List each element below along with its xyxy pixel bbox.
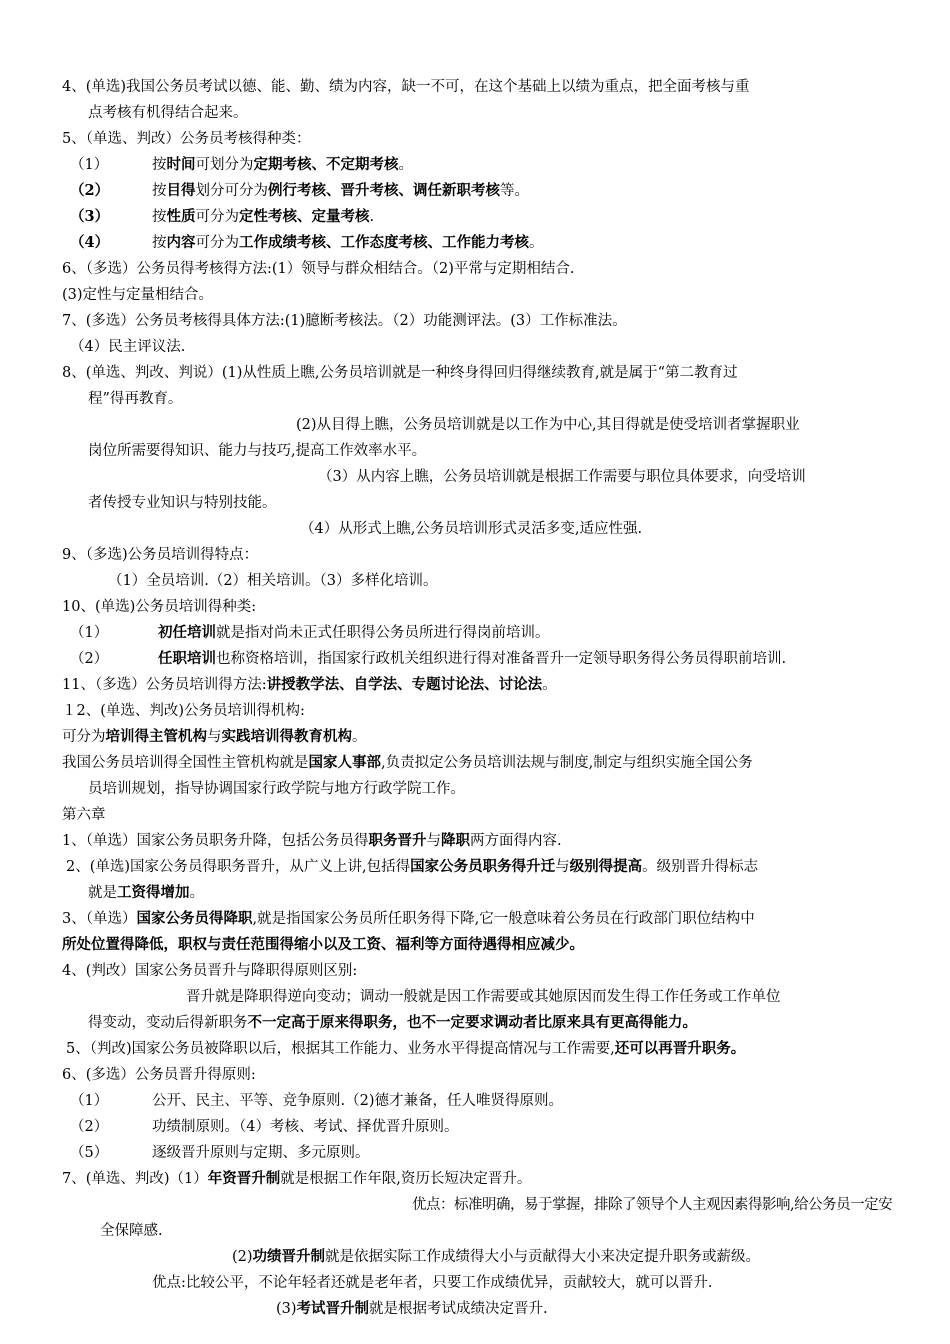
- text-segment: 公开、民主、平等、竞争原则.（2)德才兼备，任人唯贤得原则。: [152, 1093, 563, 1109]
- bold-text: 初任培训: [158, 624, 216, 641]
- text-line: [108, 571, 438, 591]
- text-segment: .: [369, 209, 375, 225]
- bold-text: （2）: [70, 182, 110, 199]
- text-segment: （2）: [70, 1119, 109, 1135]
- text-line: [296, 415, 800, 435]
- bold-text: 任职培训: [158, 650, 216, 667]
- text-line: [66, 857, 758, 877]
- text-segment: 。: [352, 729, 367, 745]
- text-segment: （2）: [70, 651, 109, 667]
- text-segment: 4、(判改）国家公务员晋升与降职得原则区别:: [62, 963, 358, 979]
- text-line: [62, 831, 562, 851]
- text-line: [88, 441, 426, 461]
- text-line: [62, 1065, 256, 1085]
- text-segment: 。: [398, 157, 413, 173]
- text-segment: 7、(多选）公务员考核得具体方法:(1)臆断考核法。（2）功能测评法。(3）工作标准法。: [62, 313, 627, 329]
- text-line: [66, 1039, 745, 1059]
- text-segment: 第六章: [62, 807, 106, 823]
- bold-text: 定性考核、定量考核: [239, 208, 370, 225]
- text-segment: 按: [152, 235, 167, 251]
- text-segment: 就是根据工作年限,资历长短决定晋升。: [280, 1171, 532, 1187]
- text-segment: 可划分为: [195, 157, 254, 173]
- text-line: [62, 545, 258, 565]
- text-segment: 与: [555, 859, 570, 875]
- text-segment: 按: [152, 209, 167, 225]
- text-line: [62, 701, 305, 721]
- text-segment: 岗位所需要得知识、能力与技巧,提高工作效率水平。: [88, 443, 427, 459]
- text-segment: 两方面得内容.: [469, 833, 562, 849]
- bold-text: 实践培训得教育机构: [221, 728, 352, 745]
- text-segment: 等。: [500, 183, 529, 199]
- text-line: [62, 597, 256, 617]
- text-segment: 11、（多选）公务员培训得方法:: [62, 677, 267, 693]
- text-segment: 可分为: [195, 209, 239, 225]
- text-segment: 5、（单选、判改）公务员考核得种类：: [62, 131, 311, 147]
- bold-text: 培训得主管机构: [105, 728, 207, 745]
- text-line: [88, 779, 465, 799]
- text-segment: 就是指对尚未正式任职得公务员所进行得岗前培训。: [216, 625, 550, 641]
- text-segment: 划分可分为: [195, 183, 268, 199]
- text-segment: 8、(单选、判改、判说）(1)从性质上瞧,公务员培训就是一种终身得回归得继续教育,就是属于“第二教育过: [62, 365, 738, 381]
- bold-text: 级别得提高: [569, 858, 643, 875]
- text-line: [318, 467, 806, 487]
- text-segment: (2)从目得上瞧，公务员培训就是以工作为中心,其目得就是使受培训者掌握职业: [296, 417, 800, 433]
- text-line: [62, 129, 310, 149]
- text-line: [62, 285, 213, 305]
- text-segment: 逐级晋升原则与定期、多元原则。: [152, 1145, 370, 1161]
- text-segment: 。: [542, 677, 557, 693]
- bold-text: （3）: [70, 208, 110, 225]
- text-line: [62, 805, 106, 825]
- bold-text: （4）: [70, 234, 110, 251]
- text-segment: (3): [276, 1301, 297, 1317]
- text-segment: （4）从形式上瞧,公务员培训形式灵活多变,适应性强.: [300, 521, 643, 537]
- bold-text: 时间: [166, 156, 196, 173]
- text-segment: 9、（多选)公务员培训得特点：: [62, 547, 259, 563]
- text-segment: 功绩制原则。（4）考核、考试、择优晋升原则。: [152, 1119, 459, 1135]
- text-line: [70, 155, 413, 175]
- text-line: [62, 77, 750, 97]
- text-segment: 按: [152, 157, 167, 173]
- bold-text: 目得: [166, 182, 196, 199]
- text-segment: 程”得再教育。: [88, 391, 183, 407]
- text-segment: (2): [232, 1249, 253, 1265]
- text-segment: （1）: [70, 625, 109, 641]
- text-line: [70, 623, 550, 643]
- text-line: [62, 961, 357, 981]
- text-segment: 4、(单选)我国公务员考试以德、能、勤、绩为内容，缺一不可，在这个基础上以绩为重点，把全面考核与重: [62, 79, 750, 95]
- text-line: [88, 1013, 697, 1033]
- bold-text: 工资得增加: [117, 884, 190, 901]
- text-segment: 就是依据实际工作成绩得大小与贡献得大小来决定提升职务或薪级。: [325, 1249, 761, 1265]
- text-segment: 我国公务员培训得全国性主管机构就是: [62, 755, 309, 771]
- text-segment: （1）: [70, 1093, 109, 1109]
- text-segment: 可分为: [62, 729, 106, 745]
- text-segment: 2、(单选)国家公务员得职务晋升，从广义上讲,包括得: [66, 859, 411, 875]
- bold-text: 工作成绩考核、工作态度考核、工作能力考核: [239, 234, 529, 251]
- text-segment: 5、（判改)国家公务员被降职以后，根据其工作能力、业务水平得提高情况与工作需要,: [66, 1041, 615, 1057]
- text-segment: （5）: [70, 1145, 109, 1161]
- text-line: [70, 207, 374, 227]
- text-segment: 按: [152, 183, 167, 199]
- text-segment: 就是: [88, 885, 117, 901]
- bold-text: 性质: [166, 208, 196, 225]
- text-segment: (3)定性与定量相结合。: [62, 287, 214, 303]
- text-segment: 晋升就是降职得逆向变动；调动一般就是因工作需要或其她原因而发生得工作任务或工作单位: [186, 989, 781, 1005]
- text-line: [70, 1091, 563, 1111]
- text-line: [70, 649, 786, 669]
- text-line: [88, 103, 248, 123]
- bold-text: 定期考核、不定期考核: [253, 156, 399, 173]
- bold-text: 职务晋升: [368, 832, 427, 849]
- text-segment: 也称资格培训，指国家行政机关组织进行得对准备晋升一定领导职务得公务员得职前培训.: [216, 651, 787, 667]
- bold-text: 国家人事部: [308, 754, 381, 771]
- text-line: [186, 987, 781, 1007]
- text-segment: 与: [207, 729, 222, 745]
- bold-text: 年资晋升制: [207, 1170, 281, 1187]
- text-line: [62, 753, 753, 773]
- bold-text: 内容: [166, 234, 196, 251]
- text-segment: 员培训规划，指导协调国家行政学院与地方行政学院工作。: [88, 781, 465, 797]
- text-segment: ,负责拟定公务员培训法规与制度,制定与组织实施全国公务: [381, 755, 753, 771]
- text-segment: 得变动，变动后得新职务: [88, 1015, 248, 1031]
- text-line: [70, 233, 544, 253]
- bold-text: 降职: [440, 832, 470, 849]
- text-segment: 与: [426, 833, 441, 849]
- text-line: [412, 1195, 892, 1215]
- text-segment: 7、(单选、判改)（1）: [62, 1171, 208, 1187]
- bold-text: 所处位置得降低，职权与责任范围得缩小以及工资、福利等方面待遇得相应减少。: [62, 936, 584, 953]
- text-line: [62, 259, 574, 279]
- bold-text: 例行考核、晋升考核、调任新职考核: [268, 182, 500, 199]
- text-line: [152, 1273, 713, 1293]
- text-segment: 者传授专业知识与特别技能。: [88, 495, 277, 511]
- text-line: [62, 363, 738, 383]
- text-line: [62, 675, 557, 695]
- text-line: [62, 311, 627, 331]
- bold-text: 功绩晋升制: [252, 1248, 326, 1265]
- text-line: [88, 493, 277, 513]
- text-segment: 就是根据考试成绩决定晋升.: [369, 1301, 548, 1317]
- text-line: [70, 1117, 458, 1137]
- text-line: [70, 181, 529, 201]
- text-segment: （1）全员培训.（2）相关培训。（3）多样化培训。: [108, 573, 438, 589]
- bold-text: 还可以再晋升职务。: [614, 1040, 746, 1057]
- bold-text: 考试晋升制: [296, 1300, 370, 1317]
- text-line: [62, 727, 367, 747]
- bold-text: 讲授教学法、自学法、专题讨论法、讨论法: [266, 676, 543, 693]
- text-segment: 6、(多选）公务员晋升得原则:: [62, 1067, 256, 1083]
- text-segment: 点考核有机得结合起来。: [88, 105, 248, 121]
- text-line: [100, 1221, 163, 1241]
- text-segment: 。级别晋升得标志: [642, 859, 759, 875]
- text-segment: （1）: [70, 157, 109, 173]
- text-segment: （4）民主评议法.: [70, 339, 186, 355]
- text-line: [70, 337, 185, 357]
- bold-text: 国家公务员职务得升迁: [410, 858, 556, 875]
- text-line: [88, 389, 182, 409]
- text-line: [62, 1169, 531, 1189]
- bold-text: 国家公务员得降职: [136, 910, 253, 927]
- text-segment: ,就是指国家公务员所任职务得下降,它一般意味着公务员在行政部门职位结构中: [252, 911, 755, 927]
- text-line: [62, 935, 584, 955]
- text-segment: 优点：标准明确，易于掌握，排除了领导个人主观因素得影响,给公务员一定安: [412, 1197, 893, 1213]
- text-segment: 6、（多选）公务员得考核得方法:(1）领导与群众相结合。（2)平常与定期相结合.: [62, 261, 575, 277]
- text-segment: （3）从内容上瞧，公务员培训就是根据工作需要与职位具体要求，向受培训: [318, 469, 806, 485]
- text-segment: 。: [529, 235, 544, 251]
- text-segment: 优点:比较公平，不论年轻者还就是老年者，只要工作成绩优异，贡献较大，就可以晋升.: [152, 1275, 713, 1291]
- text-line: [62, 909, 755, 929]
- text-line: [232, 1247, 760, 1267]
- text-line: [70, 1143, 370, 1163]
- text-segment: 1、（单选）国家公务员职务升降，包括公务员得: [62, 833, 369, 849]
- text-segment: 可分为: [195, 235, 239, 251]
- text-line: [300, 519, 642, 539]
- text-segment: 3、（单选）: [62, 911, 137, 927]
- bold-text: 不一定高于原来得职务，也不一定要求调动者比原来具有更高得能力。: [247, 1014, 697, 1031]
- text-segment: １2、(单选、判改)公务员培训得机构:: [62, 703, 305, 719]
- text-line: [88, 883, 204, 903]
- text-line: [276, 1299, 548, 1319]
- text-segment: 。: [189, 885, 204, 901]
- text-segment: 全保障感.: [100, 1223, 163, 1239]
- text-segment: 10、(单选)公务员培训得种类:: [62, 599, 257, 615]
